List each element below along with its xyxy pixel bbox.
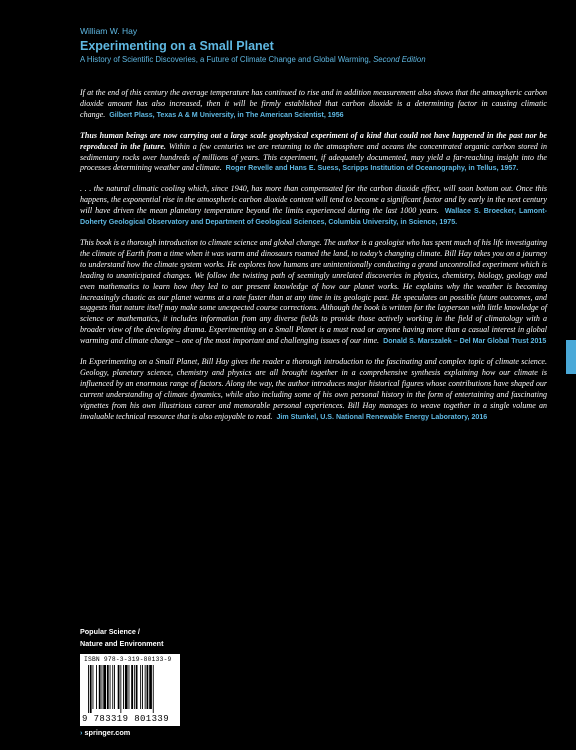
quote-bold-text: Thus human beings are now carrying out a large scale geophysical experiment of a kind that could not have happened in the past nor be reproduced in the future. [80, 130, 547, 151]
barcode-bar [90, 665, 92, 713]
quote-source: Roger Revelle and Hans E. Suess, Scripps Institution of Oceanography, in Tellus, 1957. [225, 164, 519, 173]
barcode-bar [149, 665, 152, 709]
publisher-name: springer.com [84, 728, 131, 737]
isbn-barcode [80, 654, 180, 726]
barcode-bar [110, 665, 111, 709]
quote-source: Gilbert Plass, Texas A & M University, in The American Scientist, 1956 [109, 110, 344, 119]
blurb-quotes [80, 88, 547, 432]
barcode-bar [142, 665, 143, 709]
quote-revelle-suess [80, 131, 547, 175]
isbn-label: ISBN 978-3-319-80133-9 [84, 656, 172, 663]
barcode-bar [103, 665, 106, 709]
subtitle-edition: Second Edition [373, 55, 426, 64]
category-label [80, 626, 163, 650]
category-line-1: Popular Science / [80, 627, 140, 636]
barcode-bar [114, 665, 115, 709]
barcode-bar [102, 665, 103, 709]
barcode-bar [120, 665, 121, 713]
book-title: Experimenting on a Small Planet [80, 39, 274, 53]
quote-broecker [80, 184, 547, 228]
publisher-url[interactable] [80, 728, 130, 737]
barcode-bar [96, 665, 97, 709]
quote-plass [80, 88, 547, 121]
quote-source: Wallace S. Broecker, Lamont-Doherty Geological Observatory and Department of Geological Sciences, Columbia University, in Science, 1975. [80, 207, 547, 227]
barcode-bar [118, 665, 120, 709]
barcode-bar [134, 665, 135, 709]
barcode-bar [145, 665, 146, 709]
back-cover-header [80, 26, 550, 65]
barcode-bar [125, 665, 128, 709]
barcode-bar [131, 665, 133, 709]
barcode-bar [136, 665, 138, 709]
barcode-bar [112, 665, 113, 709]
barcode-bar [107, 665, 109, 709]
author-name: William W. Hay [80, 26, 138, 36]
subtitle-main: A History of Scientific Discoveries, a Future of Climate Change and Global Warming, [80, 55, 374, 64]
quote-text: . . . the natural climatic cooling which, since 1940, has more than compensated for the carbon dioxide effect, will soon bottom out. Once this happens, the exponential rise in the atmospheric carbon dioxide content will tend to become a significant factor and by early in the next century will have driven the mean planetary temperature beyond the limits experienced during the last 1000 years. [80, 184, 547, 216]
quote-text: Within a few centuries we are returning to the atmosphere and oceans the concentrated organic carbon stored in sedimentary rocks over hundreds of millions of years. This experiment, if adequately documented, may yield a far-reaching insight into the processes determining weather and climate. [80, 141, 547, 173]
barcode-bar [140, 665, 141, 709]
barcode-bar [147, 665, 149, 709]
isbn-digits: 9 783319 801339 [82, 714, 170, 724]
barcode-bar [153, 665, 154, 713]
barcode-bar [93, 665, 94, 709]
quote-stunkel [80, 357, 547, 422]
quote-marszalek [80, 238, 547, 347]
quote-source: Jim Stunkel, U.S. National Renewable Energy Laboratory, 2016 [276, 412, 488, 421]
arrow-icon: › [80, 728, 83, 737]
quote-text: This book is a thorough introduction to climate science and global change. The author is a geologist who has spent much of his life investigating the climate of Earth from a time when it was warm and dinosaurs roamed the land, to today’s changing climate. Bill Hay takes you on a journey to understand how the climate system works. He explores how humans are unintentionally conducting a grand uncontrolled experiment which is leading to unanticipated changes. We follow the twisting path of seemingly unrelated discoveries in physics, chemistry, biology, geology and even mathematics to learn how they led to our present knowledge of how our planet works. He explains why the weather is becoming increasingly chaotic as our planet warms at a rate faster than at any time in its geologic past. He speculates on possible future outcomes, and suggests that nature itself may make some unexpected course corrections. Although the book is written for the layperson with little knowledge of science or mathematics, it includes information from any diverse fields to provide those actively working in the field of climatology with a broader view of the developing drama. Experimenting on a Small Planet is a must read or anyone having more than a casual interest in global warming and climate change – one of the most important and challenging issues of our time. [80, 237, 547, 346]
quote-source: Donald S. Marszalek – Del Mar Global Trust 2015 [383, 337, 547, 346]
barcode-bar [99, 665, 101, 709]
barcode-bar [123, 665, 124, 709]
quote-text: If at the end of this century the average temperature has continued to rise and in addition measurement also shows that the atmospheric carbon dioxide amount has also increased, then it will be firmly established that carbon dioxide is a determining factor in causing climatic change. [80, 88, 547, 119]
edge-color-tab [566, 340, 576, 374]
barcode-bars [88, 665, 176, 713]
barcode-bar [129, 665, 130, 709]
category-line-2: Nature and Environment [80, 639, 164, 648]
quote-text: In Experimenting on a Small Planet, Bill Hay gives the reader a thorough introduction to the fascinating and complex topic of climate science. Geology, planetary science, chemistry and physics are all brought together in a comprehensive synthesis explaining how our climate is influenced by an enormous range of factors. Along the way, the author introduces major historical figures whose contributions have shaped our current understanding of climate dynamics, while also including some of his own personal history in the form of entertaining and fascinating vignettes from his own illustrious career and memorable personal experiences. Bill Hay manages to weave together in a single volume an invaluable technical resource that is also enjoyable to read. [80, 357, 547, 421]
book-subtitle [80, 54, 550, 65]
barcode-bar [88, 665, 89, 713]
